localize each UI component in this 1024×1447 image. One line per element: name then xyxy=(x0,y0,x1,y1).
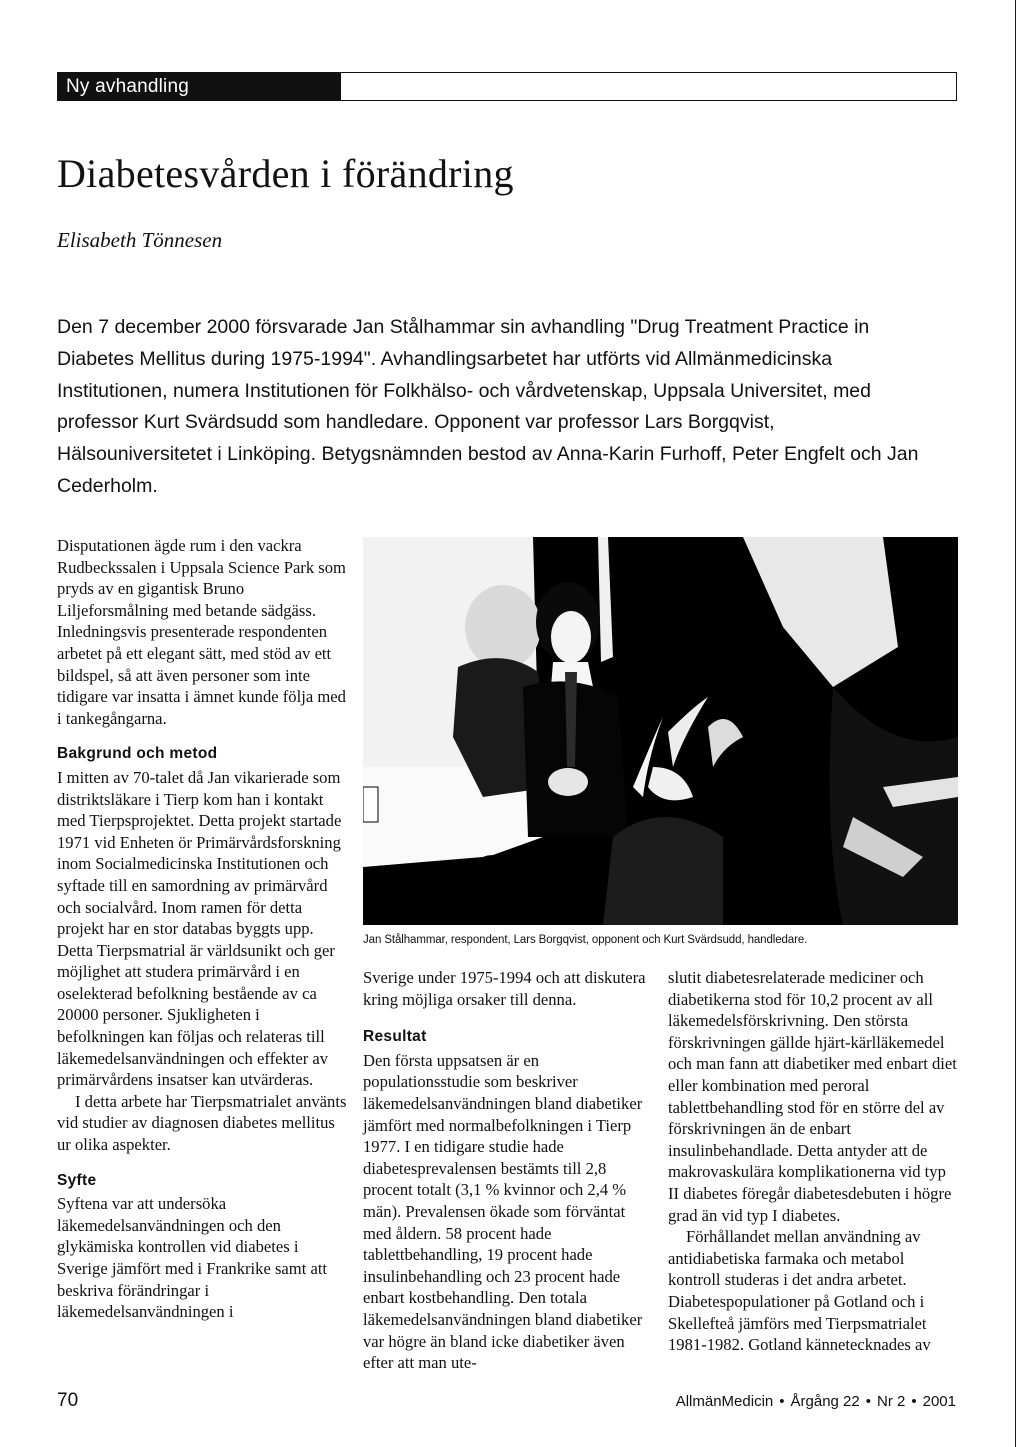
journal-name: AllmänMedicin xyxy=(675,1393,774,1410)
heading-purpose: Syfte xyxy=(57,1171,97,1189)
column-1 xyxy=(57,535,349,1323)
journal-year: 2001 xyxy=(922,1393,956,1410)
journal-volume: Årgång 22 xyxy=(790,1393,860,1410)
page-number: 70 xyxy=(57,1390,79,1411)
footer-separator: • xyxy=(911,1393,917,1410)
column-2-continuation: Sverige under 1975-1994 och att diskutera kring möjliga orsaker till denna. xyxy=(363,968,646,1009)
results-paragraph-1: Den första uppsatsen är en populationsstudie som beskriver läkemedelsanvändningen bland diabetiker jämfört med normalbefolkningen i Tierp 1977. I en tidigare studie hade diabetesprevalensen bestämts till 2,8 procent totalt (3,1 % kvinnor och 2,4 % män). Prevalensen ökade som förväntat med åldern. 58 procent hade tablettbehandling, 19 procent hade insulinbehandling och 23 procent hade enbart kostbehandling. Den totala läkemedelsanvändningen bland diabetiker var högre än bland icke diabetiker även efter att man ute- xyxy=(363,1050,643,1373)
article-ingress: Den 7 december 2000 försvarade Jan Stålhammar sin avhandling "Drug Treatment Practice in Diabetes Mellitus during 1975-1994". Avhandlingsarbetet har utförts vid Allmänmedicinska Institutionen, numera Institutionen för Folkhälso- och vårdvetenskap, Uppsala Universitet, med professor Kurt Svärdsudd som handledare. Opponent var professor Lars Borgqvist, Hälsouniversitetet i Linköping. Betygsnämnden bestod av Anna-Karin Furhoff, Peter Engfelt och Jan Cederholm. xyxy=(57,316,919,497)
section-label: Ny avhandling xyxy=(58,73,341,100)
page-edge-line xyxy=(1015,0,1016,1447)
article-photo xyxy=(363,537,958,925)
journal-footer xyxy=(676,1393,956,1410)
footer-separator: • xyxy=(865,1393,872,1410)
background-paragraph-1: I mitten av 70-talet då Jan vikarierade som distriktsläkare i Tierp kom han i kontakt med Tierpsprojektet. Detta projekt startade 1971 vid Enheten ör Primärvårdsforskning inom Socialmedicinska Institutionen och syftade till en samordning av primärvård och socialvård. Inom ramen för detta projekt har en stor databas byggts upp. Detta Tierpsmatrial är världsunikt och ger möjlighet att studera primärvård i en oselekterad befolkning bestående av ca 20000 personer. Sjukligheten i befolkningen kan följas och relateras till läkemedelsanvändningen och effekter av primärvårdens insatser kan utvärderas. xyxy=(57,767,342,1090)
heading-background: Bakgrund och metod xyxy=(57,745,218,763)
heading-results: Resultat xyxy=(363,1028,427,1046)
purpose-paragraph: Syftena var att undersöka läkemedelsanvändningen och den glykämiska kontrollen vid diabetes i Sverige jämfört med i Frankrike samt att beskriva förändringar i läkemedelsanvändningen i xyxy=(57,1194,328,1322)
column-3 xyxy=(668,967,960,1356)
column-2 xyxy=(363,967,655,1374)
photo-illustration xyxy=(363,537,958,925)
section-header-bar xyxy=(57,72,957,101)
column-3-continuation: slutit diabetesrelaterade mediciner och diabetikerna stod för 10,2 procent av all läkemedelsförskrivning. Den största förskrivningen gällde hjärt-kärlläkemedel och man fann att diabetiker med enbart diet eller kombination med peroral tablettbehandling stod för en större del av förskrivningen än de enbart insulinbehandlade. Detta antyder att de makrovaskulära komplikationerna vid typ II diabetes föregår diabetesdebuten i högre grad än vid typ I diabetes. xyxy=(668,968,957,1225)
article-author: Elisabeth Tönnesen xyxy=(57,228,223,252)
column-3-paragraph-2: Förhållandet mellan användning av antidiabetiska farmaka och metabol kontroll studeras i det andra arbetet. Diabetespopulationer på Gotland och i Skellefteå jämförs med Tierpsmatrialet 1981-1982. Gotland kännetecknades av xyxy=(668,1227,931,1355)
journal-issue: Nr 2 xyxy=(877,1393,906,1410)
photo-caption: Jan Stålhammar, respondent, Lars Borgqvist, opponent och Kurt Svärdsudd, handledare. xyxy=(363,934,808,946)
intro-paragraph: Disputationen ägde rum i den vackra Rudbeckssalen i Uppsala Science Park som pryds av en gigantisk Bruno Liljeforsmålning med betande sädgäss. Inledningsvis presenterade respondenten arbetet på ett elegant sätt, med stöd av ett bildspel, så att även personer som inte tidigare var insatta i ämnet kunde följa med i tankegångarna. xyxy=(57,536,346,728)
footer-separator: • xyxy=(779,1393,785,1410)
article-title: Diabetesvården i förändring xyxy=(57,151,514,196)
background-paragraph-2: I detta arbete har Tierpsmatrialet använts vid studier av diagnosen diabetes mellitus ur olika aspekter. xyxy=(57,1091,347,1155)
